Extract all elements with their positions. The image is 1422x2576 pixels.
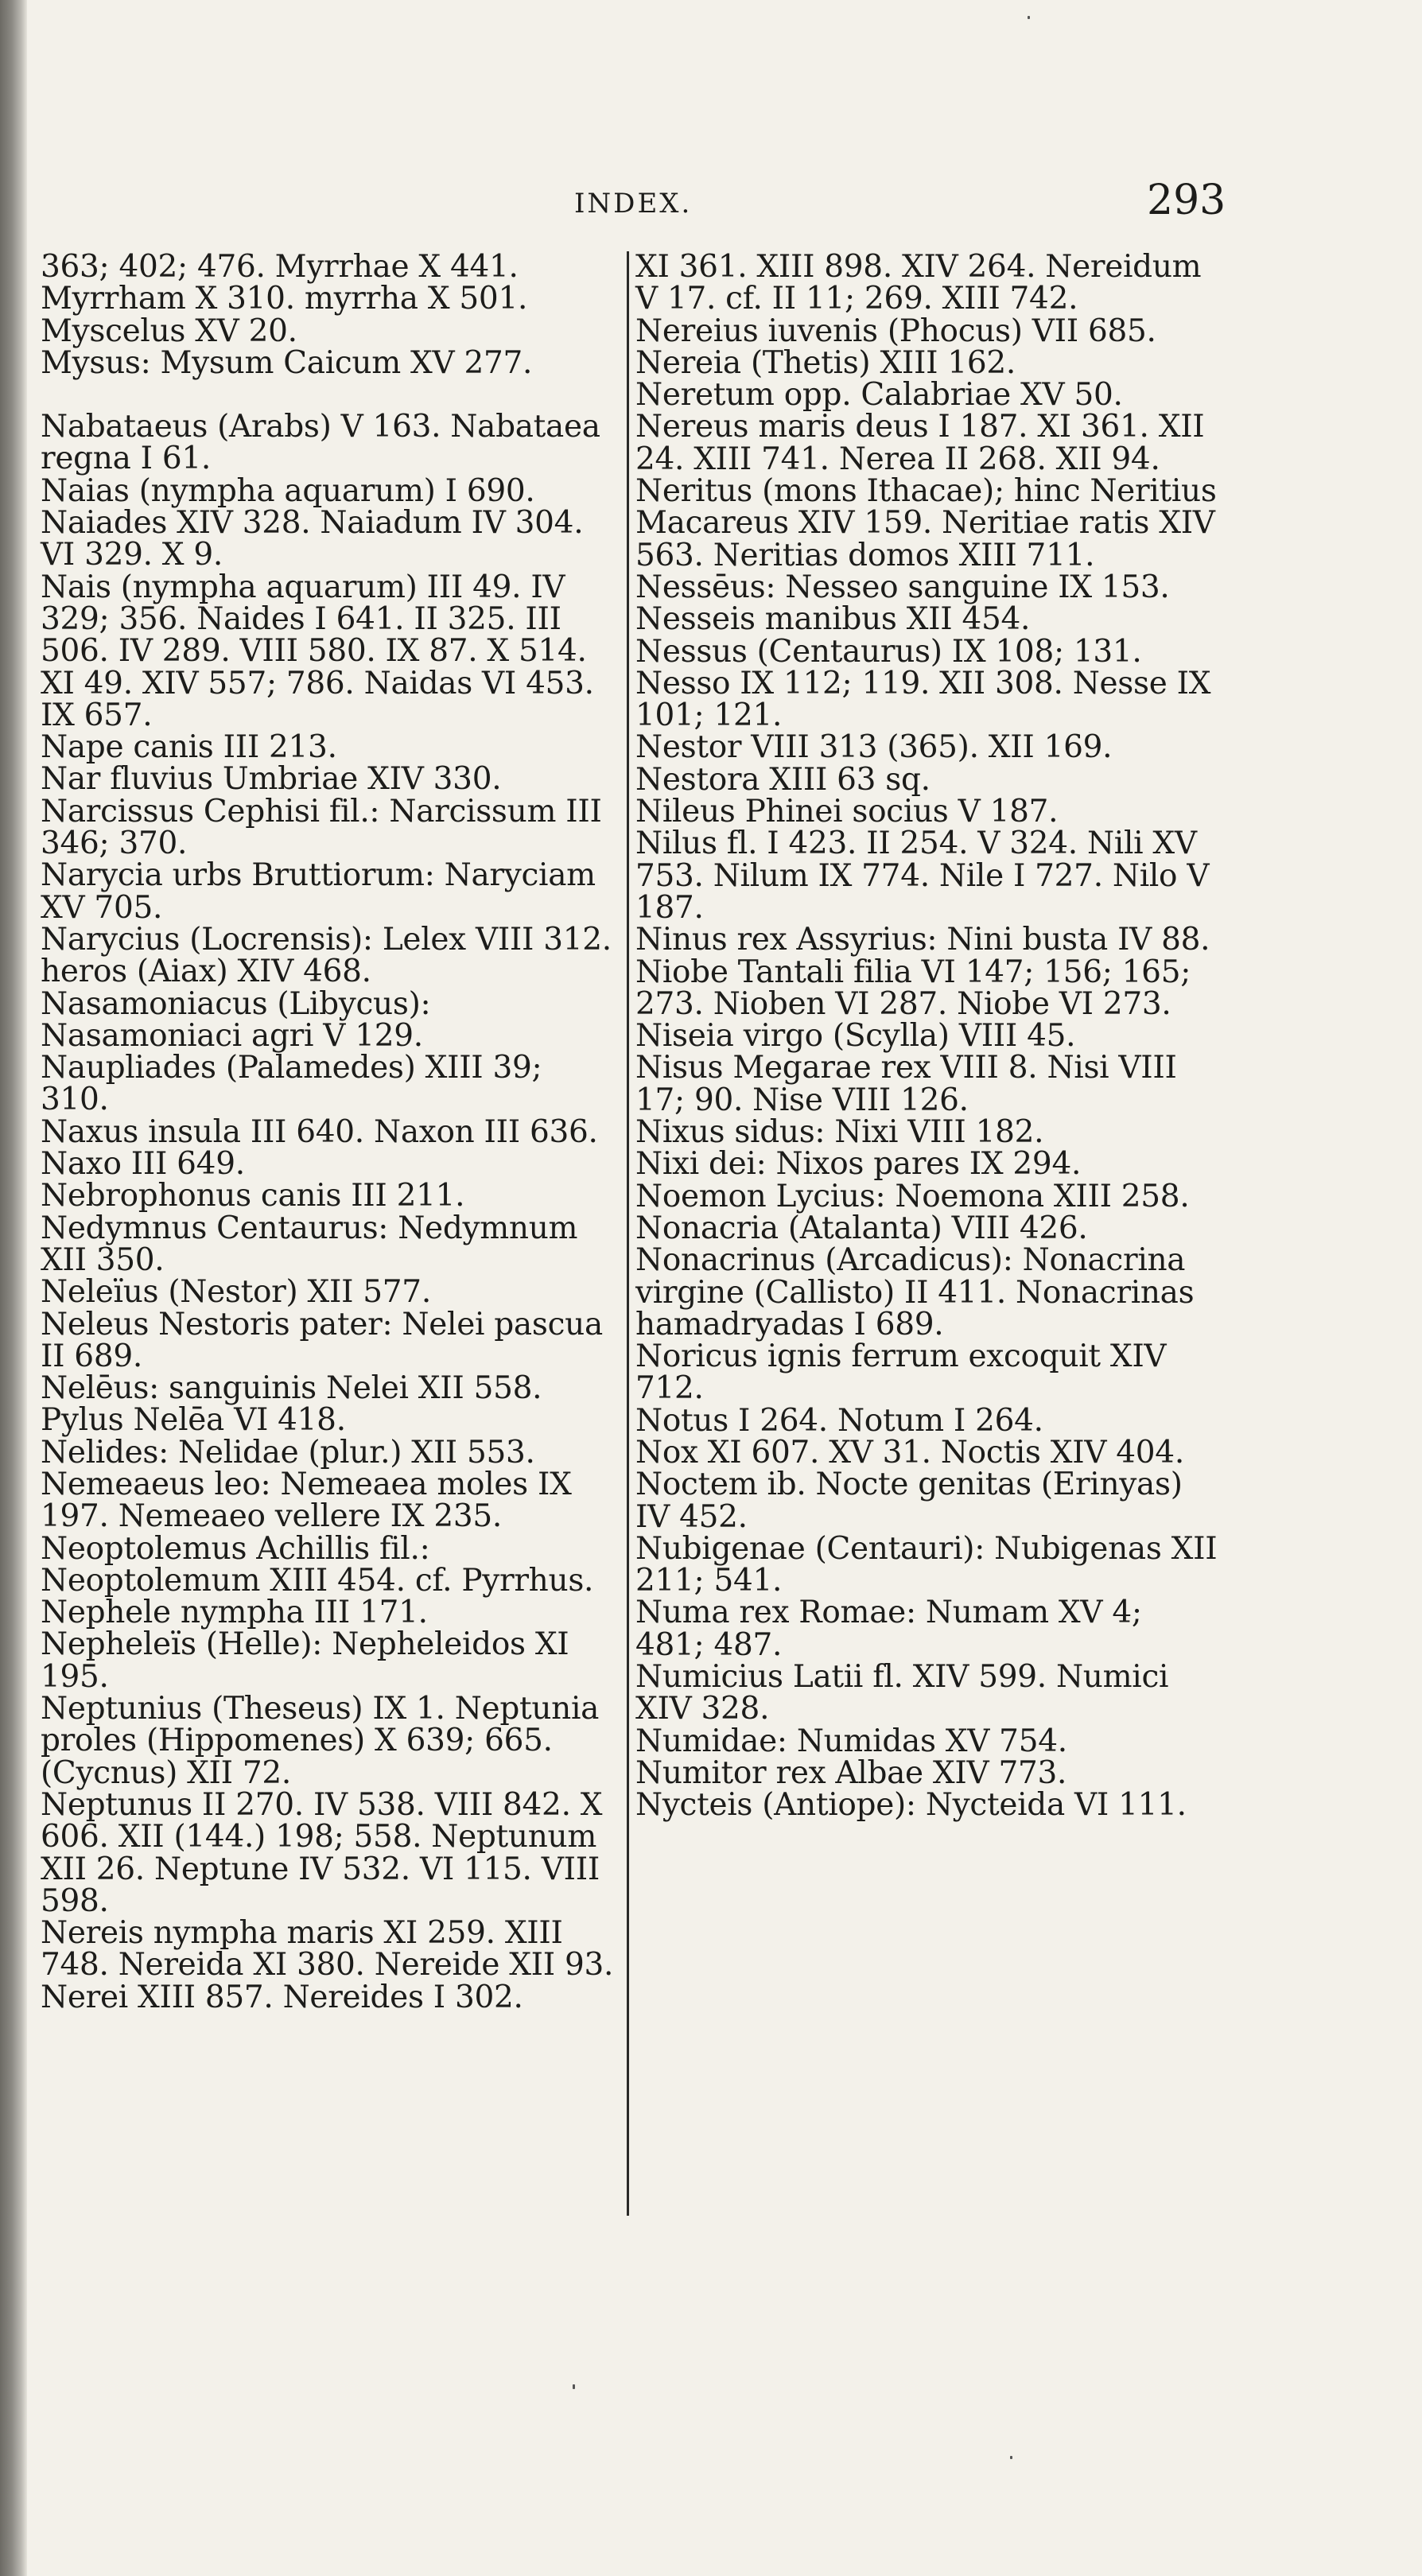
index-entry: Neretum opp. Calabriae XV 50. [635, 377, 1123, 414]
index-entry: Neleus Nestoris pater: Nelei pascua II 689. [41, 1306, 603, 1374]
index-entry: Nestor VIII 313 (365). XII 169. Nestora XIII 63 sq. [635, 729, 1113, 798]
index-entry: Numa rex Romae: Numam XV 4; 481; 487. [635, 1595, 1142, 1663]
index-entry: Narcissus Cephisi fil.: Narcissum III 346; 370. [41, 793, 602, 862]
index-entry: 363; 402; 476. Myrrhae X 441. Myrrham X 310. myrrha X 501. [41, 249, 528, 317]
paper-speck [1010, 2456, 1012, 2459]
index-entry: Noricus ignis ferrum excoquit XIV 712. [635, 1339, 1167, 1407]
index-column-left [41, 251, 618, 2014]
index-entry: Ninus rex Assyrius: Nini busta IV 88. [635, 922, 1210, 958]
index-entry: Nape canis III 213. [41, 729, 337, 766]
index-entry: Myscelus XV 20. [41, 313, 297, 349]
index-entry: Narycius (Locrensis): Lelex VIII 312. heros (Aiax) XIV 468. [41, 921, 612, 990]
index-entry: Nonacrinus (Arcadicus): Nonacrina virgine (Callisto) II 411. Nonacrinas hamadryadas I 689. [635, 1242, 1195, 1342]
paper-speck [573, 2384, 575, 2389]
index-entry: Nebrophonus canis III 211. [41, 1178, 465, 1214]
index-entry: Nelēus: sanguinis Nelei XII 558. Pylus Nelēa VI 418. [41, 1370, 542, 1439]
index-entry: Neptunus II 270. IV 538. VIII 842. X 606. XII (144.) 198; 558. Neptunum XII 26. Neptune IV 532. VI 115. VIII 598. [41, 1786, 603, 1919]
index-entry: Nixi dei: Nixos pares IX 294. [635, 1146, 1082, 1183]
index-entry: Neleïus (Nestor) XII 577. [41, 1274, 431, 1311]
index-entry: Nubigenae (Centauri): Nubigenas XII 211; 541. [635, 1530, 1218, 1599]
index-entry: Nixus sidus: Nixi VIII 182. [635, 1114, 1044, 1151]
index-entry: Numicius Latii fl. XIV 599. Numici XIV 328. [635, 1659, 1169, 1727]
index-entry: Nar fluvius Umbriae XIV 330. [41, 761, 502, 798]
index-entry: Noemon Lycius: Noemona XIII 258. [635, 1178, 1190, 1214]
index-entry: Naupliades (Palamedes) XIII 39; 310. [41, 1050, 542, 1118]
index-entry: Nonacria (Atalanta) VIII 426. [635, 1210, 1088, 1246]
index-entry: XI 361. XIII 898. XIV 264. Nereidum V 17. cf. II 11; 269. XIII 742. [635, 249, 1202, 317]
index-entry: Nisus Megarae rex VIII 8. Nisi VIII 17; 90. Nise VIII 126. [635, 1050, 1177, 1118]
index-entry: Naias (nympha aquarum) I 690. Naiades XIV 328. Naiadum IV 304. VI 329. X 9. [41, 472, 584, 573]
index-entry: Nephele nympha III 171. [41, 1595, 428, 1631]
index-entry: Naxus insula III 640. Naxon III 636. Naxo III 649. [41, 1113, 598, 1183]
index-entry: Neptunius (Theseus) IX 1. Neptunia proles (Hippomenes) X 639; 665. (Cycnus) XII 72. [41, 1691, 600, 1791]
index-column-right [635, 251, 1219, 1822]
index-entry: Nereis nympha maris XI 259. XIII 748. Nereida XI 380. Nereide XII 93. Nerei XIII 857. Nereides I 302. [41, 1915, 614, 2015]
index-entry: Niseia virgo (Scylla) VIII 45. [635, 1018, 1076, 1055]
paper-speck [1028, 16, 1030, 19]
index-entry: Nessus (Centaurus) IX 108; 131. Nesso IX 112; 119. XII 308. Nesse IX 101; 121. [635, 633, 1211, 734]
index-entry: Nycteis (Antiope): Nycteida VI 111. [635, 1787, 1187, 1824]
index-entry: Nilus fl. I 423. II 254. V 324. Nili XV 753. Nilum IX 774. Nile I 727. Nilo V 187. [635, 826, 1210, 926]
index-entry: Nepheleïs (Helle): Nepheleidos XI 195. [41, 1626, 569, 1695]
index-entry: Nabataeus (Arabs) V 163. Nabataea regna I 61. [41, 409, 600, 477]
index-entry: Mysus: Mysum Caicum XV 277. [41, 344, 533, 381]
index-entry: Nereus maris deus I 187. XI 361. XII 24. XIII 741. Nerea II 268. XII 94. [635, 409, 1205, 477]
column-divider [627, 251, 629, 2216]
index-entry: Nais (nympha aquarum) III 49. IV 329; 356. Naides I 641. II 325. III 506. IV 289. VIII 580. IX 87. X 514. XI 49. XIV 557; 786. Naidas VI 453. IX 657. [41, 569, 594, 733]
index-entry: Neoptolemus Achillis fil.: Neoptolemum XIII 454. cf. Pyrrhus. [41, 1530, 594, 1599]
index-entry: Neritus (mons Ithacae); hinc Neritius Macareus XIV 159. Neritiae ratis XIV 563. Neritias domos XIII 711. [635, 473, 1217, 573]
index-entry: Nemeaeus leo: Nemeaea moles IX 197. Nemeaeo vellere IX 235. [41, 1466, 572, 1535]
index-entry: Notus I 264. Notum I 264. [635, 1402, 1043, 1439]
index-entry: Nasamoniacus (Libycus): Nasamoniaci agri V 129. [41, 985, 431, 1054]
index-entry: Nessēus: Nesseo sanguine IX 153. Nesseis manibus XII 454. [635, 569, 1170, 638]
index-entry: Nox XI 607. XV 31. Noctis XIV 404. Noctem ib. Nocte genitas (Erinyas) IV 452. [635, 1434, 1184, 1535]
index-entry: Numitor rex Albae XIV 773. [635, 1754, 1067, 1791]
page-number: 293 [1147, 177, 1226, 224]
index-entry: Nileus Phinei socius V 187. [635, 794, 1059, 830]
index-entry: Nelides: Nelidae (plur.) XII 553. [41, 1434, 535, 1471]
index-entry: Numidae: Numidas XV 754. [635, 1723, 1067, 1759]
book-spine-shadow [0, 0, 27, 2576]
index-entry: Narycia urbs Bruttiorum: Naryciam XV 705. [41, 857, 596, 926]
running-title: INDEX. [574, 188, 693, 220]
index-entry: Nereius iuvenis (Phocus) VII 685. Nereia (Thetis) XIII 162. [635, 313, 1156, 381]
index-entry: Nedymnus Centaurus: Nedymnum XII 350. [41, 1210, 578, 1278]
index-entry: Niobe Tantali filia VI 147; 156; 165; 273. Nioben VI 287. Niobe VI 273. [635, 954, 1191, 1022]
